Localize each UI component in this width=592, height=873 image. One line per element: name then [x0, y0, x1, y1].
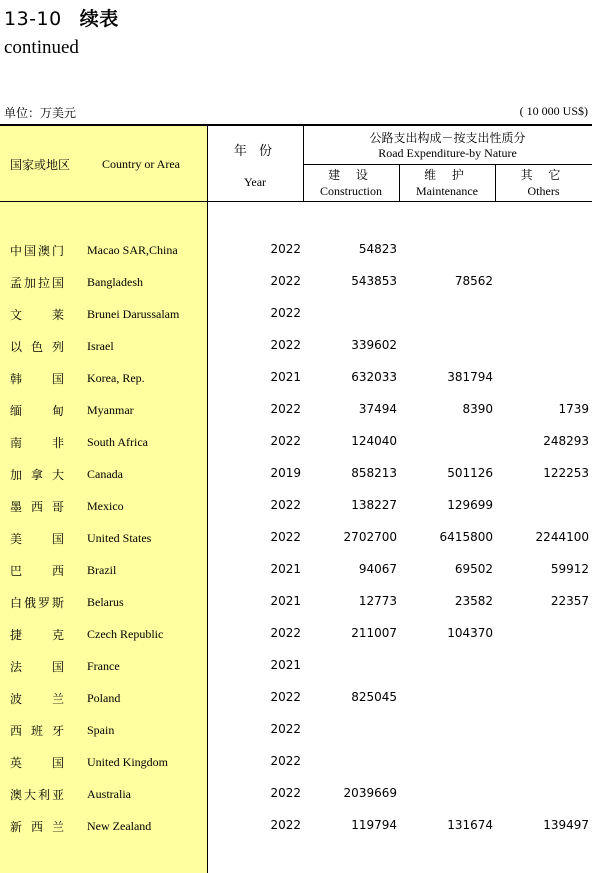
maintenance-cell: 69502 [454, 562, 493, 576]
construction-cell: 543853 [351, 274, 397, 288]
others-cell: 248293 [543, 434, 589, 448]
header-bottom-rule [0, 201, 592, 202]
country-name-cn: 美国 [10, 532, 64, 546]
year-cell: 2022 [270, 786, 301, 800]
table-row [0, 530, 592, 548]
maintenance-cell: 129699 [447, 498, 493, 512]
country-name-en: Brunei Darussalam [87, 307, 180, 321]
country-name-en: Macao SAR,China [87, 243, 178, 257]
year-cell: 2022 [270, 338, 301, 352]
construction-cell: 94067 [358, 562, 397, 576]
construction-cell: 119794 [351, 818, 397, 832]
header-maintenance-cn: 维 护 [424, 168, 470, 182]
construction-cell: 858213 [351, 466, 397, 480]
country-name-en: Myanmar [87, 403, 134, 417]
unit-label-cn: 单位：万美元 [4, 106, 77, 120]
country-name-en: United Kingdom [87, 755, 168, 769]
header-construction-cn: 建 设 [328, 168, 374, 182]
maintenance-cell: 381794 [447, 370, 493, 384]
country-name-cn: 澳大利亚 [10, 788, 64, 802]
country-name-en: United States [87, 531, 152, 545]
table-top-rule [0, 124, 592, 126]
country-name-cn: 加拿大 [10, 468, 64, 482]
country-name-en: Belarus [87, 595, 124, 609]
year-cell: 2022 [270, 530, 301, 544]
year-cell: 2021 [270, 658, 301, 672]
year-cell: 2022 [270, 402, 301, 416]
country-name-cn: 英国 [10, 756, 64, 770]
country-name-cn: 墨西哥 [10, 500, 64, 514]
others-cell: 22357 [550, 594, 589, 608]
table-row [0, 786, 592, 804]
country-name-en: Bangladesh [87, 275, 143, 289]
year-cell: 2021 [270, 370, 301, 384]
country-name-en: Korea, Rep. [87, 371, 145, 385]
subtitle: continued [4, 37, 79, 58]
year-cell: 2022 [270, 434, 301, 448]
table-title [4, 4, 119, 31]
country-name-cn: 巴西 [10, 564, 64, 578]
country-name-en: Czech Republic [87, 627, 164, 641]
others-cell: 139497 [543, 818, 589, 832]
table-row [0, 402, 592, 420]
header-group-en: Road Expenditure-by Nature [378, 146, 517, 160]
country-name-en: Spain [87, 723, 115, 737]
table-row [0, 434, 592, 452]
maintenance-cell: 6415800 [439, 530, 493, 544]
others-cell: 1739 [558, 402, 589, 416]
year-cell: 2019 [270, 466, 301, 480]
header-area-en: Country or Area [102, 157, 180, 171]
table-row [0, 274, 592, 292]
country-name-cn: 波兰 [10, 692, 64, 706]
year-cell: 2022 [270, 690, 301, 704]
construction-cell: 138227 [351, 498, 397, 512]
table-row [0, 594, 592, 612]
country-name-cn: 白俄罗斯 [10, 596, 64, 610]
construction-cell: 211007 [351, 626, 397, 640]
group-header-rule [303, 164, 592, 165]
table-row [0, 562, 592, 580]
country-name-en: Israel [87, 339, 114, 353]
others-cell: 2244100 [535, 530, 589, 544]
maintenance-cell: 501126 [447, 466, 493, 480]
table-row [0, 722, 592, 740]
year-cell: 2022 [270, 242, 301, 256]
construction-cell: 2039669 [343, 786, 397, 800]
construction-cell: 12773 [358, 594, 397, 608]
unit-label-en: ( 10 000 US$) [519, 104, 588, 118]
table-row [0, 658, 592, 676]
construction-cell: 2702700 [343, 530, 397, 544]
country-name-cn: 法国 [10, 660, 64, 674]
maintenance-cell: 23582 [454, 594, 493, 608]
header-others-cn: 其 它 [520, 168, 567, 182]
country-name-en: Brazil [87, 563, 117, 577]
header-year-cn: 年 份 [233, 144, 277, 159]
table-number: 13-10 [4, 8, 62, 30]
year-cell: 2022 [270, 754, 301, 768]
country-name-cn: 以色列 [10, 340, 64, 354]
construction-cell: 339602 [351, 338, 397, 352]
country-name-en: New Zealand [87, 819, 152, 833]
country-name-cn: 南非 [10, 436, 64, 450]
others-cell: 59912 [550, 562, 589, 576]
construction-cell: 54823 [358, 242, 397, 256]
construction-cell: 632033 [351, 370, 397, 384]
header-year-en: Year [243, 175, 267, 189]
header-others-en: Others [527, 184, 560, 198]
table-row [0, 306, 592, 324]
table-row [0, 690, 592, 708]
country-name-cn: 中国澳门 [10, 244, 64, 258]
country-name-en: Australia [87, 787, 131, 801]
country-name-en: Poland [87, 691, 121, 705]
year-cell: 2022 [270, 498, 301, 512]
year-cell: 2022 [270, 722, 301, 736]
table-row [0, 818, 592, 836]
construction-cell: 825045 [351, 690, 397, 704]
table-row [0, 370, 592, 388]
table-row [0, 242, 592, 260]
country-name-en: South Africa [87, 435, 148, 449]
table-row [0, 338, 592, 356]
header-maintenance-en: Maintenance [416, 184, 478, 198]
country-name-cn: 新西兰 [10, 820, 64, 834]
country-name-cn: 孟加拉国 [10, 276, 64, 290]
table-row [0, 498, 592, 516]
country-name-en: Canada [87, 467, 123, 481]
maintenance-cell: 8390 [462, 402, 493, 416]
construction-cell: 37494 [358, 402, 397, 416]
year-cell: 2021 [270, 594, 301, 608]
title-cn: 续表 [79, 8, 119, 30]
construction-cell: 124040 [351, 434, 397, 448]
table-row [0, 754, 592, 772]
country-name-en: Mexico [87, 499, 124, 513]
table-row [0, 466, 592, 484]
table-row [0, 626, 592, 644]
country-name-cn: 捷克 [10, 628, 64, 642]
country-name-cn: 文莱 [10, 308, 64, 322]
country-name-cn: 缅甸 [10, 404, 64, 418]
year-cell: 2022 [270, 274, 301, 288]
country-name-cn: 韩国 [10, 372, 64, 386]
country-name-en: France [87, 659, 120, 673]
maintenance-cell: 104370 [447, 626, 493, 640]
year-cell: 2022 [270, 818, 301, 832]
year-cell: 2022 [270, 306, 301, 320]
country-name-cn: 西班牙 [10, 724, 64, 738]
year-cell: 2022 [270, 626, 301, 640]
maintenance-cell: 78562 [454, 274, 493, 288]
others-cell: 122253 [543, 466, 589, 480]
header-construction-en: Construction [320, 184, 382, 198]
maintenance-cell: 131674 [447, 818, 493, 832]
header-area-cn: 国家或地区 [10, 158, 71, 172]
header-group-cn: 公路支出构成－按支出性质分 [369, 131, 526, 145]
year-cell: 2021 [270, 562, 301, 576]
